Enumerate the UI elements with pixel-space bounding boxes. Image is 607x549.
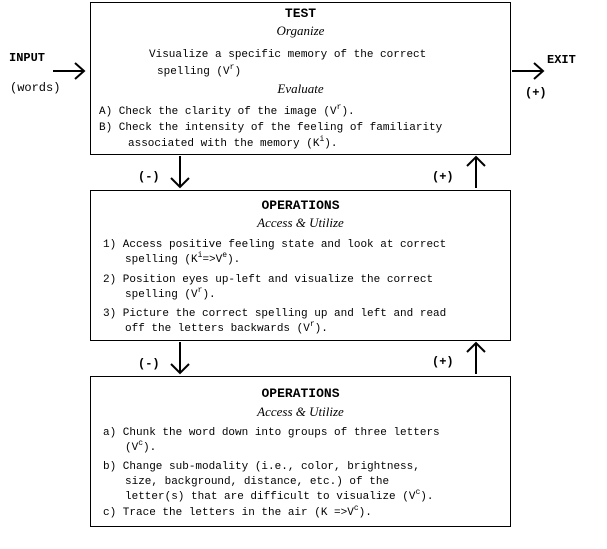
operations-subtitle-2: Access & Utilize [257, 404, 344, 419]
check-intensity-item-cont: associated with the memory $(K^i)$. [128, 135, 338, 150]
positive-sign-1: (+) [432, 170, 454, 184]
operations-subtitle-1: Access & Utilize [257, 215, 344, 230]
down-arrow-1 [171, 156, 189, 187]
operation-item-2: 2) Position eyes up-left and visualize the correct [103, 274, 434, 286]
submodality-item-cont-2: letter(s) that are difficult to visualize $(V^c)$. [125, 488, 434, 503]
check-intensity-item: B) Check the intensity of the feeling of familiarity [99, 122, 443, 134]
operations-box-1 [90, 190, 511, 341]
organize-label: Organize [276, 23, 325, 38]
operations-box-2 [90, 376, 511, 527]
down-arrow-2 [171, 342, 189, 373]
evaluate-label: Evaluate [277, 81, 324, 96]
up-arrow-1 [467, 157, 485, 188]
up-arrow-2 [467, 343, 485, 374]
trace-item: c) Trace the letters in the air $(K =>V^c)$. [103, 504, 372, 519]
submodality-item: b) Change sub-modality (i.e., color, brightness, [103, 461, 420, 473]
chunk-item-cont: $(V^c)$. [125, 439, 157, 454]
positive-sign-2: (+) [432, 355, 454, 369]
negative-sign-2: (-) [138, 357, 160, 371]
input-sublabel: (words) [10, 81, 61, 95]
input-label: INPUT [9, 51, 46, 65]
submodality-item-cont-1: size, background, distance, etc.) of the [125, 476, 390, 488]
operation-item-3: 3) Picture the correct spelling up and left and read [103, 308, 447, 320]
exit-label: EXIT [547, 53, 576, 67]
input-arrow [53, 63, 84, 79]
test-box [90, 2, 511, 155]
visualize-line-1: Visualize a specific memory of the correct [149, 49, 427, 61]
test-title: TEST [284, 6, 317, 21]
operations-title-1: OPERATIONS [261, 198, 340, 213]
operation-item-1: 1) Access positive feeling state and look at correct [103, 239, 447, 251]
chunk-item: a) Chunk the word down into groups of three letters [103, 427, 440, 439]
operation-item-1-cont: spelling $(K^i=>V^e)$. [125, 251, 241, 266]
operation-item-3-cont: off the letters backwards $(V^r)$. [125, 320, 328, 335]
check-clarity-item: A) Check the clarity of the image $(V^r)$. [99, 103, 355, 118]
negative-sign-1: (-) [138, 170, 160, 184]
exit-sign: (+) [525, 86, 547, 100]
visualize-line-2: spelling $(V^r)$ [157, 63, 242, 78]
operation-item-2-cont: spelling $(V^r)$. [125, 286, 216, 301]
operations-title-2: OPERATIONS [261, 386, 340, 401]
exit-arrow [512, 63, 543, 79]
